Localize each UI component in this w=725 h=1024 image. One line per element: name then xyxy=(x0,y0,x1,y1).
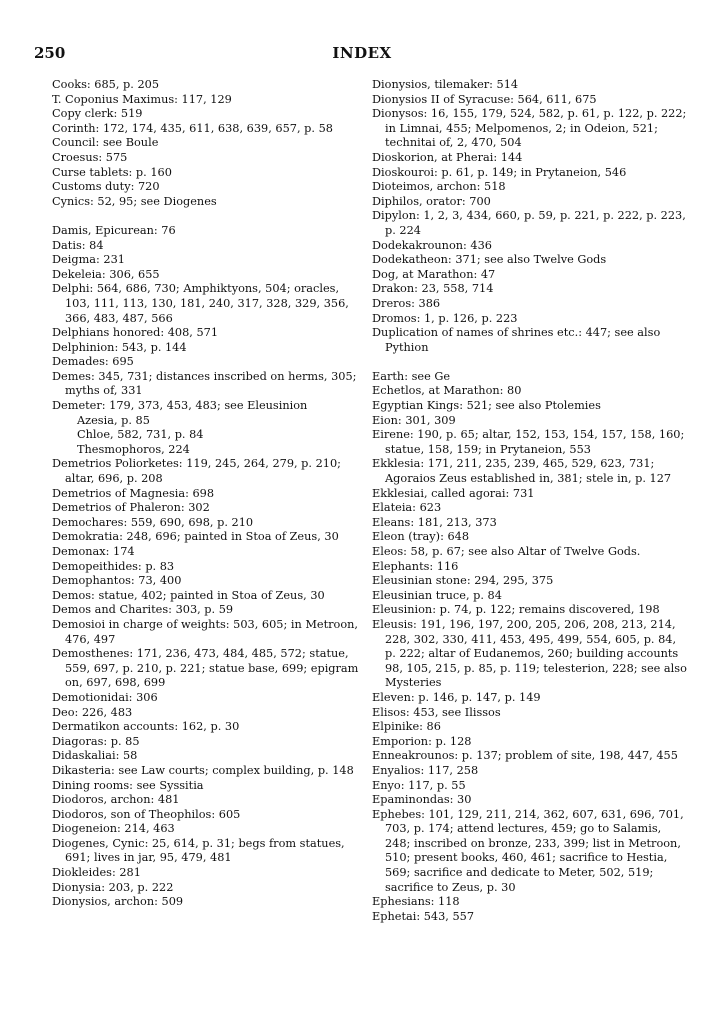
index-entry: Diodoros, son of Theophilos: 605 xyxy=(52,807,241,821)
index-entry: Demophantos: 73, 400 xyxy=(52,574,182,588)
index-entry: Delphinion: 543, p. 144 xyxy=(52,340,187,354)
index-entry: Demos and Charites: 303, p. 59 xyxy=(52,603,234,617)
index-entry: T. Coponius Maximus: 117, 129 xyxy=(52,92,232,106)
index-entry: Ephebes: 101, 129, 211, 214, 362, 607, 631, 696, 701, 703, p. 174; attend lectures, 459; go to Salamis, 248; inscribed on bronze, 233, 399; list in Metroon, 510; present books, 460, 461; sacrifice to Hestia, 569; sacrifice and dedicate to Meter, 502, 519; sacrifice to Zeus, p. 30 xyxy=(372,807,684,894)
index-entry: Eleans: 181, 213, 373 xyxy=(372,515,497,529)
index-entry: Dermatikon accounts: 162, p. 30 xyxy=(52,720,240,734)
index-subentry: Azesia, p. 85 xyxy=(77,413,150,427)
index-entry: Eleon (tray): 648 xyxy=(372,530,470,544)
index-entry: Demeter: 179, 373, 453, 483; see Eleusinion xyxy=(52,399,308,413)
index-entry: Didaskaliai: 58 xyxy=(52,749,138,763)
index-entry: Cooks: 685, p. 205 xyxy=(52,78,160,91)
section-gap xyxy=(52,209,362,224)
index-entry: Ephesians: 118 xyxy=(372,895,460,909)
index-entry: Demes: 345, 731; distances inscribed on herms, 305; myths of, 331 xyxy=(52,369,357,398)
index-entry: Demetrios Poliorketes: 119, 245, 264, 279, p. 210; altar, 696, p. 208 xyxy=(52,457,341,486)
index-entry: Delphi: 564, 686, 730; Amphiktyons, 504; oracles, 103, 111, 113, 130, 181, 240, 317, 328, 329, 356, 366, 483, 487, 566 xyxy=(52,282,349,325)
index-entry: Elateia: 623 xyxy=(372,501,442,515)
index-entry: Diogeneion: 214, 463 xyxy=(52,822,175,836)
index-entry: Dromos: 1, p. 126, p. 223 xyxy=(372,311,518,325)
index-entry: Delphians honored: 408, 571 xyxy=(52,326,219,340)
index-entry: Eleven: p. 146, p. 147, p. 149 xyxy=(372,690,541,704)
index-entry: Dioskouroi: p. 61, p. 149; in Prytaneion, 546 xyxy=(372,165,627,179)
index-entry: Demotionidai: 306 xyxy=(52,690,158,704)
index-entry: Dionysios II of Syracuse: 564, 611, 675 xyxy=(372,92,597,106)
index-entry: Eleusinian stone: 294, 295, 375 xyxy=(372,574,554,588)
index-entry: Elephants: 116 xyxy=(372,559,459,573)
index-entry: Demosioi in charge of weights: 503, 605; in Metroon, 476, 497 xyxy=(52,617,359,646)
index-entry: Croesus: 575 xyxy=(52,150,128,164)
page-number: 250 xyxy=(34,44,66,62)
index-entry: Diokleides: 281 xyxy=(52,866,141,880)
index-entry: Damis, Epicurean: 76 xyxy=(52,223,176,237)
index-entry: Dioskorion, at Pherai: 144 xyxy=(372,150,523,164)
index-entry: Emporion: p. 128 xyxy=(372,734,472,748)
index-entry: Dionysios, tilemaker: 514 xyxy=(372,78,519,91)
index-entry: Enyo: 117, p. 55 xyxy=(372,778,466,792)
index-entry: Dodekatheon: 371; see also Twelve Gods xyxy=(372,253,607,267)
page-header xyxy=(34,44,690,64)
index-entry: Diagoras: p. 85 xyxy=(52,734,140,748)
index-entry: Deigma: 231 xyxy=(52,253,125,267)
index-entry: Demochares: 559, 690, 698, p. 210 xyxy=(52,515,254,529)
index-entry: Dionysos: 16, 155, 179, 524, 582, p. 61, p. 122, p. 222; in Limnai, 455; Melpomenos, 2; in Odeion, 521; technitai of, 2, 470, 504 xyxy=(372,107,687,150)
index-column-right xyxy=(372,78,690,924)
index-entry: Dionysios, archon: 509 xyxy=(52,895,184,909)
index-entry: Dioteimos, archon: 518 xyxy=(372,180,506,194)
index-entry: Cynics: 52, 95; see Diogenes xyxy=(52,194,217,208)
index-entry: Dikasteria: see Law courts; complex building, p. 148 xyxy=(52,763,354,777)
index-entry: Datis: 84 xyxy=(52,238,104,252)
running-title: INDEX xyxy=(332,44,392,62)
index-entry: Customs duty: 720 xyxy=(52,180,160,194)
index-entry: Dipylon: 1, 2, 3, 434, 660, p. 59, p. 221, p. 222, p. 223, p. 224 xyxy=(372,209,686,237)
index-entry: Eleusis: 191, 196, 197, 200, 205, 206, 208, 213, 214, 228, 302, 330, 411, 453, 495, 499, 554, 605, p. 84, p. 222; altar of Eudanemos, 260; building accounts 98, 105, 215, p. 85, p. 119; telesterion, 228; see also Mysteries xyxy=(372,617,687,690)
index-entry: Eleusinion: p. 74, p. 122; remains discovered, 198 xyxy=(372,603,660,617)
index-entry: Drakon: 23, 558, 714 xyxy=(372,282,494,296)
index-entry: Ekklesia: 171, 211, 235, 239, 465, 529, 623, 731; Agoraios Zeus established in, 381; stele in, p. 127 xyxy=(372,457,672,486)
index-entry: Duplication of names of shrines etc.: 447; see also Pythion xyxy=(372,326,661,354)
index-entry: Earth: see Ge xyxy=(372,369,451,383)
index-entry: Elpinike: 86 xyxy=(372,720,441,734)
section-gap xyxy=(372,355,690,370)
index-entry: Diodoros, archon: 481 xyxy=(52,793,180,807)
index-entry: Dodekakrounon: 436 xyxy=(372,238,492,252)
index-entry: Demopeithides: p. 83 xyxy=(52,559,175,573)
index-entry: Council: see Boule xyxy=(52,136,159,150)
index-entry: Ekklesiai, called agorai: 731 xyxy=(372,486,535,500)
index-entry: Demades: 695 xyxy=(52,355,134,369)
index-entry: Demonax: 174 xyxy=(52,545,135,558)
index-entry: Dreros: 386 xyxy=(372,296,441,310)
index-entry: Echetlos, at Marathon: 80 xyxy=(372,384,522,398)
index-entry: Dining rooms: see Syssitia xyxy=(52,778,204,792)
index-subentry: Thesmophoros, 224 xyxy=(77,442,190,456)
index-entry: Epaminondas: 30 xyxy=(372,793,472,807)
index-entry: Diphilos, orator: 700 xyxy=(372,194,491,208)
index-entry: Curse tablets: p. 160 xyxy=(52,165,172,179)
index-entry: Copy clerk: 519 xyxy=(52,107,143,121)
index-subentry: Chloe, 582, 731, p. 84 xyxy=(77,428,204,442)
index-entry: Egyptian Kings: 521; see also Ptolemies xyxy=(372,399,601,413)
index-entry: Dekeleia: 306, 655 xyxy=(52,267,160,281)
index-entry: Eion: 301, 309 xyxy=(372,413,456,427)
index-entry: Demosthenes: 171, 236, 473, 484, 485, 572; statue, 559, 697, p. 210, p. 221; statue base, 699; epigram on, 697, 698, 699 xyxy=(52,647,359,690)
index-entry: Dionysia: 203, p. 222 xyxy=(52,880,174,894)
index-entry: Demetrios of Phaleron: 302 xyxy=(52,501,210,515)
index-entry: Demokratia: 248, 696; painted in Stoa of Zeus, 30 xyxy=(52,530,339,544)
index-entry: Enyalios: 117, 258 xyxy=(372,763,479,777)
index-entry: Demetrios of Magnesia: 698 xyxy=(52,486,215,500)
index-entry: Diogenes, Cynic: 25, 614, p. 31; begs from statues, 691; lives in jar, 95, 479, 481 xyxy=(52,836,345,865)
index-entry: Eirene: 190, p. 65; altar, 152, 153, 154, 157, 158, 160; statue, 158, 159; in Prytaneion, 553 xyxy=(372,428,685,456)
index-entry: Dog, at Marathon: 47 xyxy=(372,267,496,281)
index-entry: Ephetai: 543, 557 xyxy=(372,909,475,923)
index-entry: Eleusinian truce, p. 84 xyxy=(372,588,502,602)
index-column-left xyxy=(52,78,362,910)
index-entry: Demos: statue, 402; painted in Stoa of Zeus, 30 xyxy=(52,588,325,602)
index-entry: Eleos: 58, p. 67; see also Altar of Twelve Gods. xyxy=(372,545,641,558)
index-entry: Elisos: 453, see Ilissos xyxy=(372,705,501,719)
index-entry: Deo: 226, 483 xyxy=(52,705,133,719)
index-entry: Enneakrounos: p. 137; problem of site, 198, 447, 455 xyxy=(372,749,678,763)
index-entry: Corinth: 172, 174, 435, 611, 638, 639, 657, p. 58 xyxy=(52,121,333,135)
